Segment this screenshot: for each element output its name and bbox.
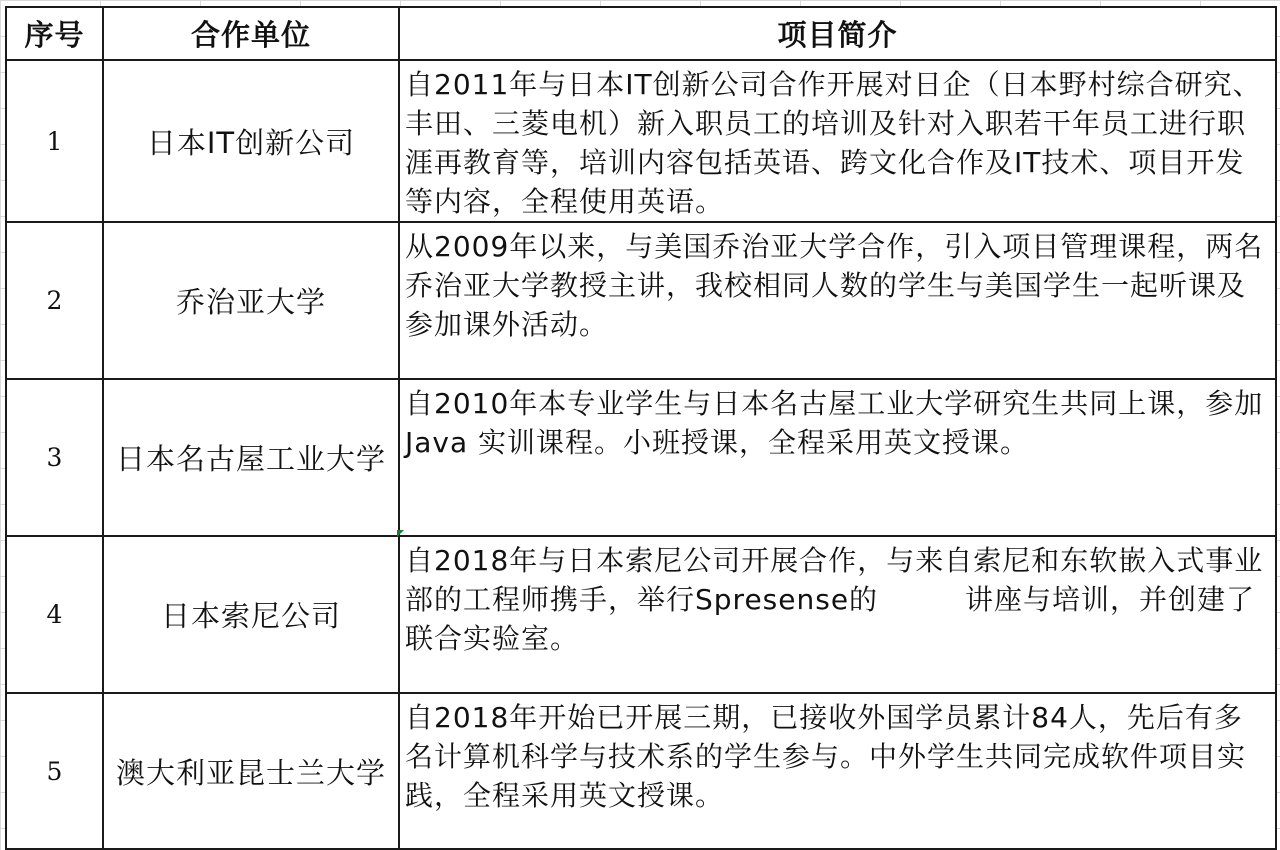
cooperation-table [5, 6, 1277, 850]
cell-no[interactable]: 5 [6, 693, 103, 849]
cell-unit[interactable]: 日本IT创新公司 [103, 60, 399, 222]
table-row [6, 222, 1276, 379]
cell-no[interactable]: 2 [6, 222, 103, 379]
cell-no[interactable]: 3 [6, 379, 103, 536]
cell-desc[interactable]: 自2018年与日本索尼公司开展合作，与来自索尼和东软嵌入式事业部的工程师携手，举行Spresense的 讲座与培训，并创建了联合实验室。 [399, 536, 1276, 693]
header-no[interactable]: 序号 [6, 7, 103, 60]
table-row [6, 60, 1276, 222]
cell-desc[interactable]: 从2009年以来，与美国乔治亚大学合作，引入项目管理课程，两名乔治亚大学教授主讲，我校相同人数的学生与美国学生一起听课及参加课外活动。 [399, 222, 1276, 379]
cell-unit[interactable]: 日本名古屋工业大学 [103, 379, 399, 536]
header-row [6, 7, 1276, 60]
cell-unit[interactable]: 乔治亚大学 [103, 222, 399, 379]
cell-unit[interactable]: 日本索尼公司 [103, 536, 399, 693]
cell-comment-marker [397, 530, 404, 537]
cell-no[interactable]: 4 [6, 536, 103, 693]
header-unit[interactable]: 合作单位 [103, 7, 399, 60]
cell-no[interactable]: 1 [6, 60, 103, 222]
table-row [6, 693, 1276, 849]
cell-desc[interactable]: 自2018年开始已开展三期，已接收外国学员累计84人，先后有多名计算机科学与技术系的学生参与。中外学生共同完成软件项目实践，全程采用英文授课。 [399, 693, 1276, 849]
cell-desc[interactable]: 自2011年与日本IT创新公司合作开展对日企（日本野村综合研究、丰田、三菱电机）新入职员工的培训及针对入职若干年员工进行职涯再教育等，培训内容包括英语、跨文化合作及IT技术、项目开发等内容，全程使用英语。 [399, 60, 1276, 222]
cell-unit[interactable]: 澳大利亚昆士兰大学 [103, 693, 399, 849]
header-desc[interactable]: 项目简介 [399, 7, 1276, 60]
table-row [6, 379, 1276, 536]
table-row [6, 536, 1276, 693]
cell-desc[interactable]: 自2010年本专业学生与日本名古屋工业大学研究生共同上课，参加Java 实训课程。小班授课，全程采用英文授课。 [399, 379, 1276, 536]
